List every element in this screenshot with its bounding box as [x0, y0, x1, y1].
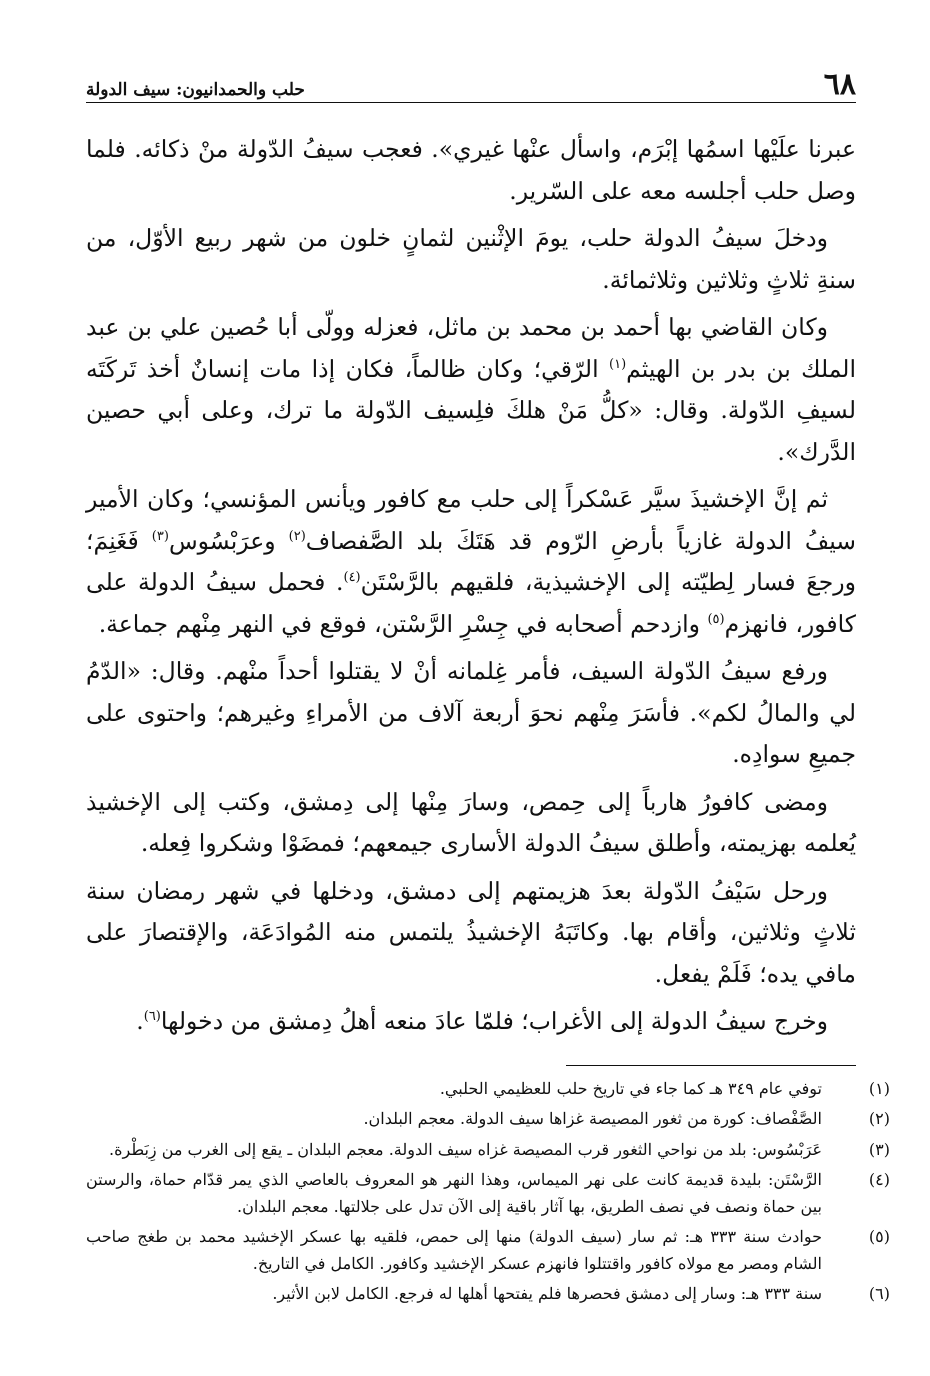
footnote-divider — [566, 1065, 856, 1066]
paragraph: ومضى كافورُ هارباً إلى حِمص، وسارَ مِنْها إلى دِمشق، وكتب إلى الإخشيذ يُعلمه بهزيمته، وأطلق سيفُ الدولة الأسارى جيمعهم؛ فمضَوْا وشكروا فِعله. — [86, 787, 856, 857]
footnote-ref: (٦) — [143, 1009, 161, 1025]
footnote: (١)توفي عام ٣٤٩ هـ كما جاء في تاريخ حلب للعظيمي الحلبي. — [86, 1076, 856, 1103]
page-number: ٦٨ — [823, 67, 856, 102]
paragraph: وكان القاضي بها أحمد بن محمد بن ماثل، فعزله وولّى أبا حُصين علي بن عبد الملك بن بدر بن الهيثم$^{(١)}$ الرّقي؛ وكان ظالماً، فكان إذا مات إنسانٌ أخذ تَركَتَه لسيفِ الدّولة. وقال: «كلُّ مَنْ هلكَ فلِسيف الدّولة ما ترك، وعلى أبي حصين الدَّرك». — [86, 313, 856, 466]
main-text — [86, 129, 856, 1043]
paragraph: ورفع سيفُ الدّولة السيف، فأمر غِلمانه أنْ لا يقتلوا أحداً منْهم. وقال: «الدّمُ لي والمالُ لكم». فأسَرَ مِنْهم نحوَ أربعة آلاف من الأمراءِ وغيرهم؛ واحتوى على جميعِ سوادِه. — [86, 657, 856, 768]
footnote-number: (٢) — [868, 1109, 890, 1128]
footnote-ref: (٤) — [343, 570, 361, 586]
paragraph: ودخلَ سيفُ الدولة حلب، يومَ الإثْنين لثمانٍ خلون من شهر ربيع الأوّل، من سنةِ ثلاثٍ وثلاثين وثلاثمائة. — [86, 224, 856, 294]
paragraph: ثم إنَّ الإخشيذَ سيَّر عَسْكراً إلى حلب مع كافور ويأنس المؤنسي؛ وكان الأمير سيفُ الدولة غازياً بأرضِ الرّوم قد هَتَكَ بلد الصَّفصاف$^{(٢)}$ وعرَبْسُوس$^{(٣)}$ فَغَنِمَ؛ ورجعَ فسار لِطيّته إلى الإخشيذية، فلقيهم بالرَّسْتَن$^{(٤)}$. فحمل سيفُ الدولة على كافور، فانهزم$^{(٥)}$ وازدحم أصحابه في جِسْرِ الرَّسْتن، فوقع في النهر مِنْهم جماعة. — [86, 485, 856, 638]
running-title: حلب والحمدانيون: سيف الدولة — [86, 80, 305, 100]
page-header — [86, 56, 856, 103]
footnote: (٥)حوادث سنة ٣٣٣ هـ: ثم سار (سيف الدولة) منها إلى حمص، فلقيه بها عسكر الإخشيد محمد بن طغج صاحب الشام ومصر مع مولاه كافور واقتتلوا فانهزم عسكر الإخشيد وكافور. الكامل في التاريخ. — [86, 1224, 856, 1277]
footnote-ref: (٢) — [288, 528, 306, 544]
paragraph: ورحل سَيْفُ الدّولة بعدَ هزيمتهم إلى دمشق، ودخلها في شهر رمضان سنة ثلاثٍ وثلاثين، وأقام بها. وكاتَبَهُ الإخشيذُ يلتمس منه المُوادَعَة، والإقتصارَ على مافي يده؛ فَلَمْ يفعل. — [86, 876, 856, 988]
paragraph: وخرج سيفُ الدولة إلى الأغراب؛ فلمّا عادَ منعه أهلُ دِمشق من دخولها$^{(٦)}$. — [136, 1007, 828, 1035]
footnotes — [86, 1076, 890, 1308]
footnote-ref: (١) — [609, 356, 627, 372]
footnote-number: (٤) — [868, 1170, 890, 1189]
footnote: (٢)الصَّفْصاف: كورة من ثغور المصيصة غزاها سيف الدولة. معجم البلدان. — [86, 1106, 856, 1133]
footnote: (٦)سنة ٣٣٣ هـ: وسار إلى دمشق فحصرها فلم يفتحها أهلها له فرجع. الكامل لابن الأثير. — [86, 1281, 856, 1308]
footnote-number: (٦) — [868, 1284, 890, 1303]
paragraph: عبرنا علَيْها اسمُها إبْرَم، واسأل عنْها غيري». فعجب سيفُ الدّولة منْ ذكائه. فلما وصل حلب أجلسه معه على السّرير. — [86, 135, 856, 205]
footnote-number: (٣) — [868, 1139, 890, 1159]
footnote: (٤)الرَّسْتَن: بليدة قديمة كانت على نهر الميماس، وهذا النهر هو المعروف بالعاصي الذي يمر قدّام حماة، والرستن بين حماة ونصف في نصف الطريق، بها آثار باقية إلى الآن تدل على جلالتها. معجم البلدان. — [86, 1167, 856, 1220]
footnote: (٣)عَرَبْسُوس: بلد من نواحي الثغور قرب المصيصة غزاه سيف الدولة. معجم البلدان ـ يقع إلى الغرب من زِبَطْرة. — [86, 1137, 856, 1164]
footnote-number: (٥) — [868, 1227, 890, 1246]
footnote-ref: (٥) — [707, 611, 725, 627]
footnote-number: (١) — [868, 1078, 890, 1098]
footnote-ref: (٣) — [151, 528, 169, 544]
